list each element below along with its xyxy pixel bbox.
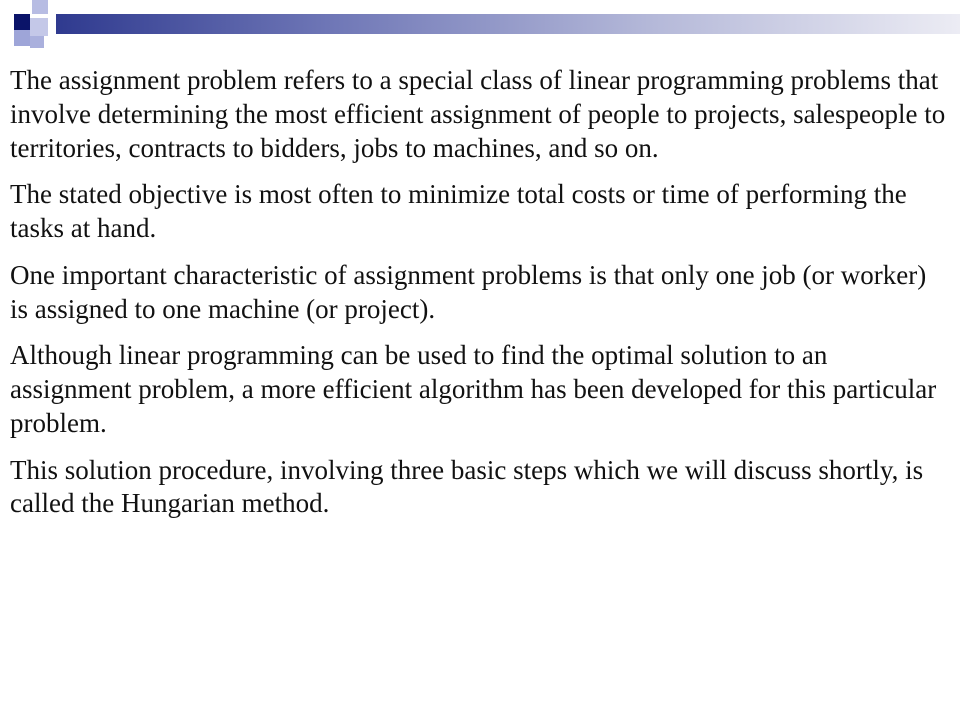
corner-square-decoration <box>30 18 48 36</box>
paragraph-characteristic: One important characteristic of assignment problems is that only one job (or worker) is assigned to one machine (or project). <box>10 259 927 324</box>
corner-square-decoration <box>30 36 44 48</box>
corner-square-decoration <box>14 14 30 30</box>
paragraph-objective: The stated objective is most often to minimize total costs or time of performing the tasks at hand. <box>10 179 907 243</box>
paragraph-definition: The assignment problem refers to a special class of linear programming problems that involve determining the most efficient assignment of people to projects, salespeople to territories, contracts to bidders, jobs to machines, and so on. <box>10 65 946 163</box>
slide-body <box>10 64 946 534</box>
paragraph-hungarian-method: This solution procedure, involving three basic steps which we will discuss shortly, is called the Hungarian method. <box>10 454 924 519</box>
paragraph-algorithm: Although linear programming can be used to find the optimal solution to an assignment problem, a more efficient algorithm has been developed for this particular problem. <box>10 340 937 438</box>
header-gradient-bar <box>56 14 960 34</box>
corner-square-decoration <box>32 0 48 14</box>
corner-square-decoration <box>14 30 30 46</box>
